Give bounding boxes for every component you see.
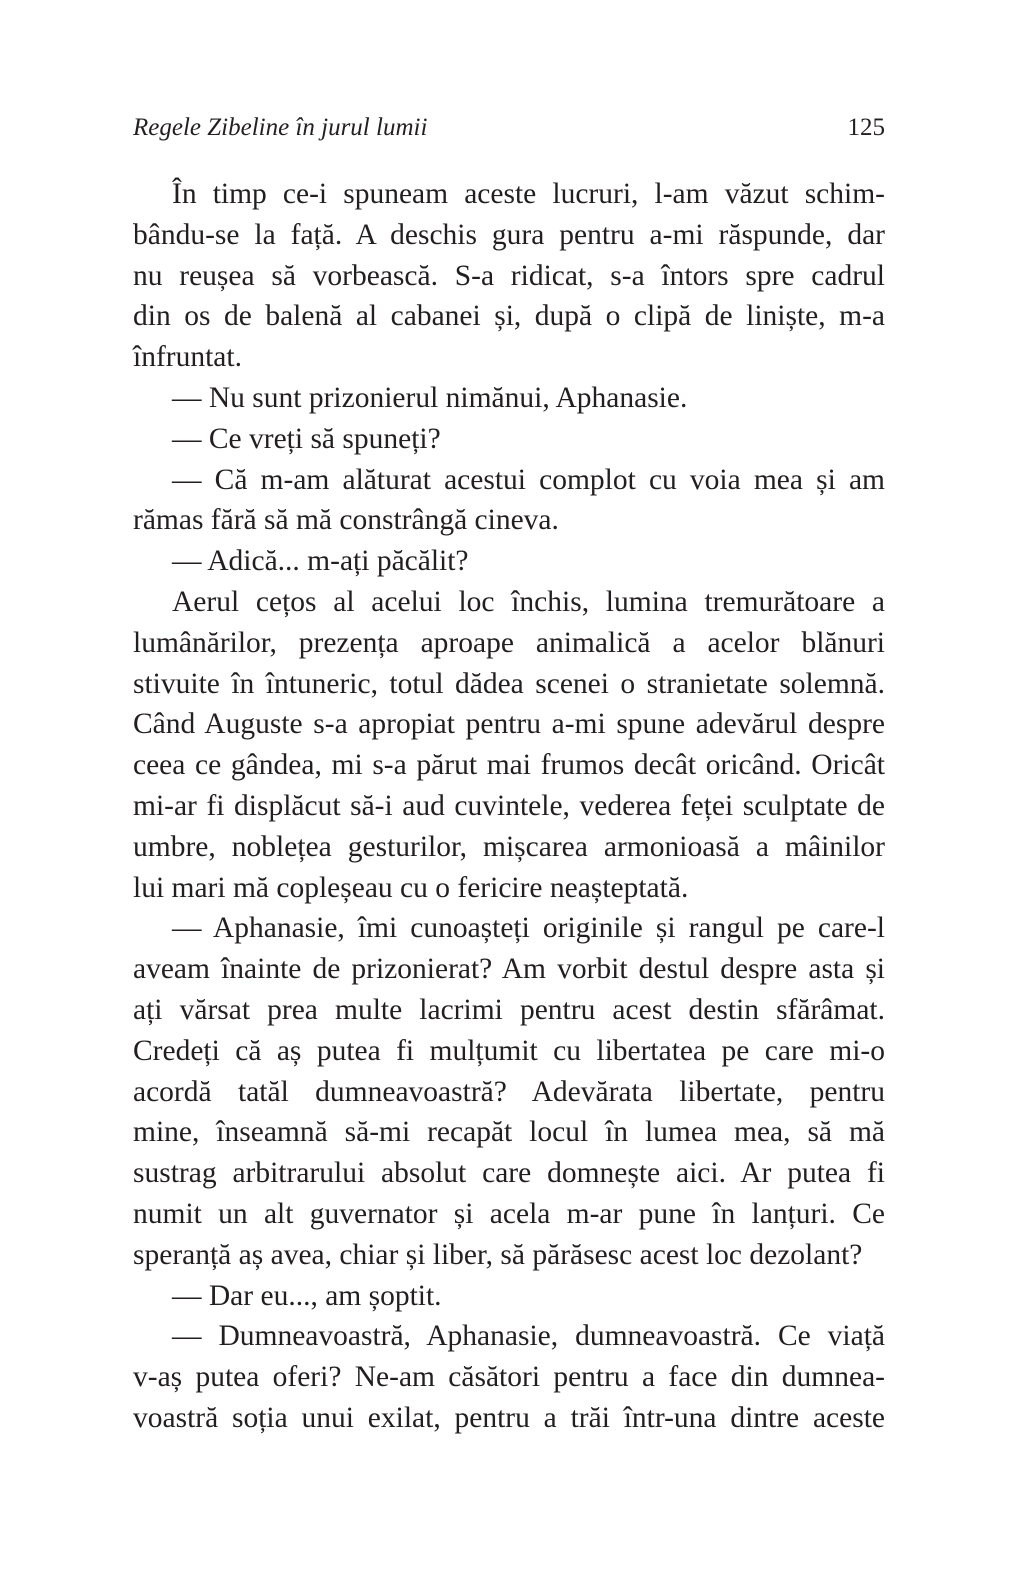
- text-line: înfruntat.: [133, 341, 242, 374]
- page-body-text: [133, 174, 885, 1439]
- running-header-title: Regele Zibeline în jurul lumii: [133, 114, 428, 141]
- text-line: Aerul cețos al acelui loc închis, lumina tremurătoare a: [172, 585, 885, 618]
- text-line: Când Auguste s-a apropiat pentru a-mi spune adevărul despre: [133, 708, 885, 741]
- dialogue-line: — Adică... m-ați păcălit?: [172, 545, 469, 578]
- dialogue-line: — Dar eu..., am șoptit.: [172, 1279, 442, 1312]
- dialogue-line: — Că m-am alăturat acestui complot cu voia mea și am: [172, 463, 885, 496]
- text-line: numit un alt guvernator și acela m-ar pune în lanțuri. Ce: [133, 1197, 885, 1230]
- text-line: acordă tatăl dumneavoastră? Adevărata libertate, pentru: [133, 1075, 885, 1108]
- dialogue-line: — Nu sunt prizonierul nimănui, Aphanasie.: [172, 381, 688, 414]
- text-line: voastră soția unui exilat, pentru a trăi într-una dintre aceste: [133, 1401, 885, 1434]
- text-line: ceea ce gândea, mi s-a părut mai frumos decât oricând. Oricât: [133, 749, 885, 782]
- text-line: umbre, noblețea gesturilor, mișcarea armonioasă a mâinilor: [133, 830, 885, 863]
- text-line: ați vărsat prea multe lacrimi pentru acest destin sfărâmat.: [133, 993, 885, 1026]
- text-line: aveam înainte de prizonierat? Am vorbit destul despre asta și: [133, 953, 885, 986]
- text-line: lui mari mă copleșeau cu o fericire neașteptată.: [133, 871, 689, 904]
- text-line: bându-se la față. A deschis gura pentru a-mi răspunde, dar: [133, 218, 885, 251]
- text-line: sustrag arbitrarului absolut care domnește aici. Ar putea fi: [133, 1157, 885, 1190]
- dialogue-line: — Ce vreți să spuneți?: [172, 422, 441, 455]
- dialogue-line: — Aphanasie, îmi cunoașteți originile și rangul pe care-l: [172, 912, 885, 945]
- text-line: din os de balenă al cabanei și, după o clipă de liniște, m-a: [133, 300, 885, 333]
- text-line: stivuite în întuneric, totul dădea scenei o stranietate solemnă.: [133, 667, 885, 700]
- text-line: lumânărilor, prezența aproape animalică a acelor blănuri: [133, 626, 885, 659]
- text-line: speranță aș avea, chiar și liber, să părăsesc acest loc dezolant?: [133, 1238, 863, 1271]
- dialogue-line: — Dumneavoastră, Aphanasie, dumneavoastră. Ce viață: [172, 1320, 885, 1353]
- text-line: Credeți că aș putea fi mulțumit cu libertatea pe care mi-o: [133, 1034, 885, 1067]
- text-line: v-aș putea oferi? Ne-am căsători pentru a face din dumnea-: [133, 1361, 885, 1394]
- text-line: În timp ce-i spuneam aceste lucruri, l-am văzut schim-: [172, 178, 885, 210]
- text-line: rămas fără să mă constrângă cineva.: [133, 504, 559, 537]
- text-line: nu reușea să vorbească. S-a ridicat, s-a întors spre cadrul: [133, 259, 885, 292]
- text-line: mine, înseamnă să-mi recapăt locul în lumea mea, să mă: [133, 1116, 885, 1149]
- text-line: mi-ar fi displăcut să-i aud cuvintele, vederea feței sculptate de: [133, 789, 885, 822]
- page-number: 125: [847, 114, 885, 141]
